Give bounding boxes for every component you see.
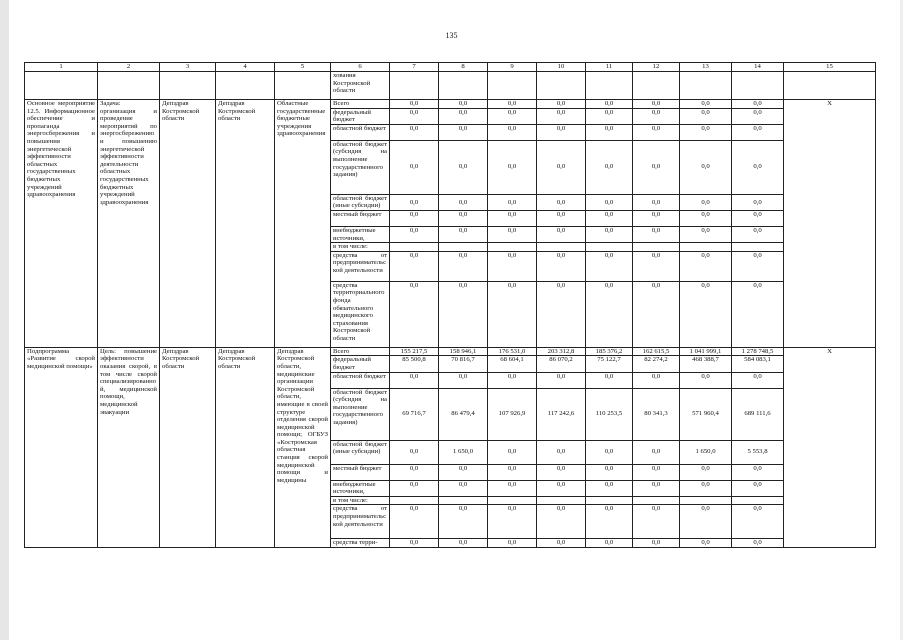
block2-value-cell: 162 615,5 (633, 347, 680, 356)
block2-funding-source: внебюджетные источники, (331, 480, 390, 496)
block1-value-cell (633, 243, 680, 252)
block2-funding-source: федеральный бюджет (331, 356, 390, 372)
block2-value-cell: 0,0 (586, 505, 633, 539)
block2-value-cell: 86 070,2 (537, 356, 586, 372)
block1-value-cell: 0,0 (732, 226, 784, 242)
block2-value-cell: 571 960,4 (680, 388, 732, 440)
column-header-3: 3 (160, 63, 216, 72)
block2-value-cell: 0,0 (488, 480, 537, 496)
block2-measure-name: Подпрограмма «Развитие скорой медицинской помощи» (25, 347, 98, 547)
block1-funding-source: Всего (331, 100, 390, 109)
block2-value-cell: 176 531,0 (488, 347, 537, 356)
block1-value-cell: 0,0 (390, 124, 439, 140)
block2-funding-source: областной бюджет (субсидия на выполнение государственного задания) (331, 388, 390, 440)
block2-value-cell: 0,0 (488, 539, 537, 548)
block2-value-cell: 0,0 (680, 539, 732, 548)
block1-row (25, 100, 876, 109)
block2-value-cell: 0,0 (732, 505, 784, 539)
block1-value-cell: 0,0 (732, 124, 784, 140)
block1-value-cell: 0,0 (586, 251, 633, 281)
block2-value-cell: 584 083,1 (732, 356, 784, 372)
block2-value-cell: 0,0 (633, 480, 680, 496)
block2-value-cell: 0,0 (488, 505, 537, 539)
block2-value-cell: 1 278 748,5 (732, 347, 784, 356)
block2-value-cell: 0,0 (537, 464, 586, 480)
block1-value-cell: 0,0 (680, 251, 732, 281)
block2-value-cell: 0,0 (390, 464, 439, 480)
block2-value-cell: 0,0 (439, 539, 488, 548)
block2-value-cell: 0,0 (537, 480, 586, 496)
block1-value-cell: 0,0 (633, 226, 680, 242)
block1-value-cell: 0,0 (537, 251, 586, 281)
block1-value-cell: 0,0 (633, 251, 680, 281)
block1-value-cell: 0,0 (586, 210, 633, 226)
block2-value-cell: 0,0 (633, 440, 680, 464)
block1-value-cell (390, 243, 439, 252)
column-header-2: 2 (98, 63, 160, 72)
block2-value-cell: 0,0 (680, 480, 732, 496)
column-header-1: 1 (25, 63, 98, 72)
cont-cell-11 (586, 72, 633, 100)
block1-value-cell: 0,0 (390, 251, 439, 281)
block1-value-cell: 0,0 (439, 226, 488, 242)
block1-funding-source: областной бюджет (331, 124, 390, 140)
block2-funding-source: в том числе: (331, 496, 390, 505)
block2-value-cell: 0,0 (732, 464, 784, 480)
block1-value-cell: 0,0 (732, 140, 784, 194)
block2-value-cell: 0,0 (586, 480, 633, 496)
block1-funding-source: средства территориального фонда обязательного медицинского страхования Костромской области (331, 281, 390, 347)
block2-value-cell: 0,0 (586, 539, 633, 548)
block1-value-cell: 0,0 (586, 140, 633, 194)
block1-value-cell: 0,0 (732, 108, 784, 124)
block1-executor: Депздрав Костромской области (216, 100, 275, 348)
block2-value-cell: 0,0 (390, 480, 439, 496)
block2-value-cell: 0,0 (390, 440, 439, 464)
block1-value-cell: 0,0 (488, 100, 537, 109)
block2-value-cell: 0,0 (537, 372, 586, 388)
block1-value-cell: 0,0 (390, 100, 439, 109)
block1-value-cell: 0,0 (680, 226, 732, 242)
block1-value-cell: 0,0 (586, 194, 633, 210)
block2-value-cell: 82 274,2 (633, 356, 680, 372)
block2-value-cell: 0,0 (537, 539, 586, 548)
column-header-9: 9 (488, 63, 537, 72)
block1-value-cell (439, 243, 488, 252)
block2-value-cell: 0,0 (488, 372, 537, 388)
block2-value-cell: 0,0 (390, 539, 439, 548)
block1-value-cell: 0,0 (488, 210, 537, 226)
cont-cell-9 (488, 72, 537, 100)
block1-funding-source: в том числе: (331, 243, 390, 252)
block2-value-cell: 0,0 (732, 539, 784, 548)
block1-measure-name: Основное мероприятие 12.5. Информационное обеспечение и пропаганда энергосбережения и повышения энергетической эффективности областных государственных бюджетных учреждений здравоохранения (25, 100, 98, 348)
block2-value-cell: 110 253,5 (586, 388, 633, 440)
block2-value-cell (439, 496, 488, 505)
block1-value-cell: 0,0 (390, 226, 439, 242)
block1-participants: Областные государственные бюджетные учреждения здравоохранения (275, 100, 331, 348)
block1-value-cell: 0,0 (537, 281, 586, 347)
block1-value-cell: 0,0 (439, 108, 488, 124)
cont-cell-5 (275, 72, 331, 100)
block1-value-cell: 0,0 (537, 100, 586, 109)
block1-value-cell: 0,0 (488, 226, 537, 242)
block1-value-cell: 0,0 (680, 108, 732, 124)
block1-value-cell: 0,0 (537, 140, 586, 194)
block2-value-cell: 86 479,4 (439, 388, 488, 440)
block1-value-cell: 0,0 (537, 124, 586, 140)
block1-value-cell: 0,0 (439, 140, 488, 194)
block1-funding-source: средства от предпринимательской деятельности (331, 251, 390, 281)
continuation-row (25, 72, 876, 100)
cont-cell-4 (216, 72, 275, 100)
block1-value-cell: 0,0 (439, 194, 488, 210)
block1-funding-source: внебюджетные источники, (331, 226, 390, 242)
block1-value-cell: 0,0 (586, 100, 633, 109)
block1-value-cell: 0,0 (537, 194, 586, 210)
block2-task-goal: Цель: повышение эффективности оказания скорой, в том числе скорой специализированной, медицинской помощи, медицинской эвакуации (98, 347, 160, 547)
block1-coordinator: Депздрав Костромской области (160, 100, 216, 348)
block1-value-cell: 0,0 (586, 226, 633, 242)
column-header-8: 8 (439, 63, 488, 72)
block1-value-cell: 0,0 (537, 226, 586, 242)
block1-value-cell: 0,0 (586, 108, 633, 124)
block2-value-cell: 117 242,6 (537, 388, 586, 440)
block2-value-cell: 0,0 (586, 440, 633, 464)
block1-value-cell: 0,0 (439, 100, 488, 109)
block1-value-cell (488, 243, 537, 252)
cont-cell-12 (633, 72, 680, 100)
block1-value-cell: 0,0 (439, 124, 488, 140)
block2-value-cell: 0,0 (680, 372, 732, 388)
block2-funding-source: средства терри- (331, 539, 390, 548)
block1-value-cell: 0,0 (439, 251, 488, 281)
block1-value-cell: 0,0 (732, 251, 784, 281)
block2-value-cell: 1 650,0 (439, 440, 488, 464)
block1-value-cell (586, 243, 633, 252)
block1-value-cell: 0,0 (390, 210, 439, 226)
cont-cell-10 (537, 72, 586, 100)
block2-funding-source: областной бюджет (иные субсидии) (331, 440, 390, 464)
block1-value-cell: 0,0 (732, 281, 784, 347)
block2-funding-source: областной бюджет (331, 372, 390, 388)
block2-value-cell: 0,0 (680, 505, 732, 539)
block2-value-cell: 155 217,5 (390, 347, 439, 356)
block1-value-cell: 0,0 (537, 210, 586, 226)
block2-value-cell: 70 816,7 (439, 356, 488, 372)
column-header-14: 14 (732, 63, 784, 72)
block1-value-cell (537, 243, 586, 252)
block2-value-cell: 0,0 (488, 464, 537, 480)
block2-participants: Депздрав Костромской области, медицинские организации Костромской области, имеющие в своей структуре отделения скорой медицинской помощи; ОГБУЗ «Костромская областная станция скорой медицинской помощи и медицины (275, 347, 331, 547)
block1-value-cell: 0,0 (732, 100, 784, 109)
block2-value-cell: 0,0 (586, 372, 633, 388)
block2-value-cell (537, 496, 586, 505)
block2-value-cell: 0,0 (439, 480, 488, 496)
block2-value-cell: 0,0 (390, 372, 439, 388)
block1-value-cell (732, 243, 784, 252)
block2-value-cell: 0,0 (633, 505, 680, 539)
block2-value-cell: 69 716,7 (390, 388, 439, 440)
block2-value-cell: 0,0 (732, 480, 784, 496)
column-header-5: 5 (275, 63, 331, 72)
block2-coordinator: Депздрав Костромской области (160, 347, 216, 547)
scan-edge-left (0, 0, 9, 640)
block1-value-cell: 0,0 (439, 210, 488, 226)
block2-funding-source: средства от предпринимательской деятельности (331, 505, 390, 539)
block1-value-cell: 0,0 (633, 124, 680, 140)
block2-value-cell: 203 312,8 (537, 347, 586, 356)
block2-executor: Депздрав Костромской области (216, 347, 275, 547)
block1-value-cell: 0,0 (633, 108, 680, 124)
block1-value-cell (680, 243, 732, 252)
block2-value-cell: 0,0 (633, 372, 680, 388)
block1-value-cell: 0,0 (633, 140, 680, 194)
block1-funding-source: областной бюджет (субсидия на выполнение государственного задания) (331, 140, 390, 194)
block1-value-cell: 0,0 (488, 124, 537, 140)
block1-value-cell: 0,0 (390, 140, 439, 194)
block2-value-cell: 0,0 (439, 464, 488, 480)
cont-source-label: хования Костромской области (331, 72, 390, 100)
block1-value-cell: 0,0 (680, 210, 732, 226)
block2-value-cell: 689 111,6 (732, 388, 784, 440)
block1-value-cell: 0,0 (439, 281, 488, 347)
cont-cell-7 (390, 72, 439, 100)
block1-value-cell: 0,0 (488, 194, 537, 210)
block2-value-cell: 0,0 (633, 539, 680, 548)
block2-value-cell (680, 496, 732, 505)
block2-value-cell: 80 341,3 (633, 388, 680, 440)
block2-value-cell: 0,0 (732, 372, 784, 388)
block1-value-cell: 0,0 (680, 124, 732, 140)
cont-cell-1 (25, 72, 98, 100)
block2-value-cell: 85 500,8 (390, 356, 439, 372)
block1-value-cell: 0,0 (732, 194, 784, 210)
block2-value-cell: 1 650,0 (680, 440, 732, 464)
block1-value-cell: 0,0 (680, 100, 732, 109)
block2-value-cell: 468 388,7 (680, 356, 732, 372)
column-header-15: 15 (784, 63, 876, 72)
block1-value-cell: 0,0 (390, 108, 439, 124)
block1-task-goal: Задача: организация и проведение мероприятий по энергосбережению и повышению энергетической эффективности деятельности областных государственных бюджетных учреждений здравоохранения (98, 100, 160, 348)
cont-cell-15 (784, 72, 876, 100)
block1-value-cell: 0,0 (633, 210, 680, 226)
block2-value-cell (732, 496, 784, 505)
cont-cell-13 (680, 72, 732, 100)
page-number: 135 (445, 31, 458, 40)
block2-value-cell: 185 376,2 (586, 347, 633, 356)
cont-cell-14 (732, 72, 784, 100)
column-header-7: 7 (390, 63, 439, 72)
block2-value-cell: 0,0 (586, 464, 633, 480)
block1-funding-source: местный бюджет (331, 210, 390, 226)
block2-value-cell: 1 041 999,1 (680, 347, 732, 356)
block2-funding-source: местный бюджет (331, 464, 390, 480)
cont-cell-3 (160, 72, 216, 100)
block2-value-cell: 5 553,8 (732, 440, 784, 464)
block2-value-cell (633, 496, 680, 505)
column-header-4: 4 (216, 63, 275, 72)
block1-value-cell: 0,0 (488, 251, 537, 281)
block1-value-cell: 0,0 (586, 281, 633, 347)
block1-funding-source: областной бюджет (иные субсидии) (331, 194, 390, 210)
block1-result-x: Х (784, 100, 876, 348)
column-header-10: 10 (537, 63, 586, 72)
block2-value-cell: 68 604,1 (488, 356, 537, 372)
block1-value-cell: 0,0 (633, 100, 680, 109)
block1-value-cell: 0,0 (488, 140, 537, 194)
block1-value-cell: 0,0 (586, 124, 633, 140)
block2-value-cell: 0,0 (488, 440, 537, 464)
block2-value-cell: 0,0 (439, 372, 488, 388)
column-header-11: 11 (586, 63, 633, 72)
block2-value-cell: 0,0 (390, 505, 439, 539)
block1-funding-source: федеральный бюджет (331, 108, 390, 124)
block2-value-cell: 0,0 (537, 440, 586, 464)
block1-value-cell: 0,0 (633, 194, 680, 210)
block2-value-cell: 0,0 (439, 505, 488, 539)
column-header-13: 13 (680, 63, 732, 72)
block1-value-cell: 0,0 (732, 210, 784, 226)
block2-value-cell (488, 496, 537, 505)
column-header-12: 12 (633, 63, 680, 72)
block2-result-x: Х (784, 347, 876, 547)
column-number-row (25, 63, 876, 72)
program-table (24, 62, 876, 548)
block1-value-cell: 0,0 (633, 281, 680, 347)
block1-value-cell: 0,0 (680, 194, 732, 210)
block1-value-cell: 0,0 (680, 140, 732, 194)
block2-value-cell (586, 496, 633, 505)
block1-value-cell: 0,0 (390, 194, 439, 210)
block2-value-cell: 75 122,7 (586, 356, 633, 372)
block2-row (25, 347, 876, 356)
block1-value-cell: 0,0 (537, 108, 586, 124)
block2-value-cell: 158 946,1 (439, 347, 488, 356)
block2-value-cell: 0,0 (537, 505, 586, 539)
block2-value-cell: 0,0 (633, 464, 680, 480)
block2-value-cell: 0,0 (680, 464, 732, 480)
block1-value-cell: 0,0 (680, 281, 732, 347)
block1-value-cell: 0,0 (488, 281, 537, 347)
cont-cell-8 (439, 72, 488, 100)
block2-value-cell (390, 496, 439, 505)
block1-value-cell: 0,0 (488, 108, 537, 124)
column-header-6: 6 (331, 63, 390, 72)
block2-value-cell: 107 926,9 (488, 388, 537, 440)
block1-value-cell: 0,0 (390, 281, 439, 347)
cont-cell-2 (98, 72, 160, 100)
block2-funding-source: Всего (331, 347, 390, 356)
